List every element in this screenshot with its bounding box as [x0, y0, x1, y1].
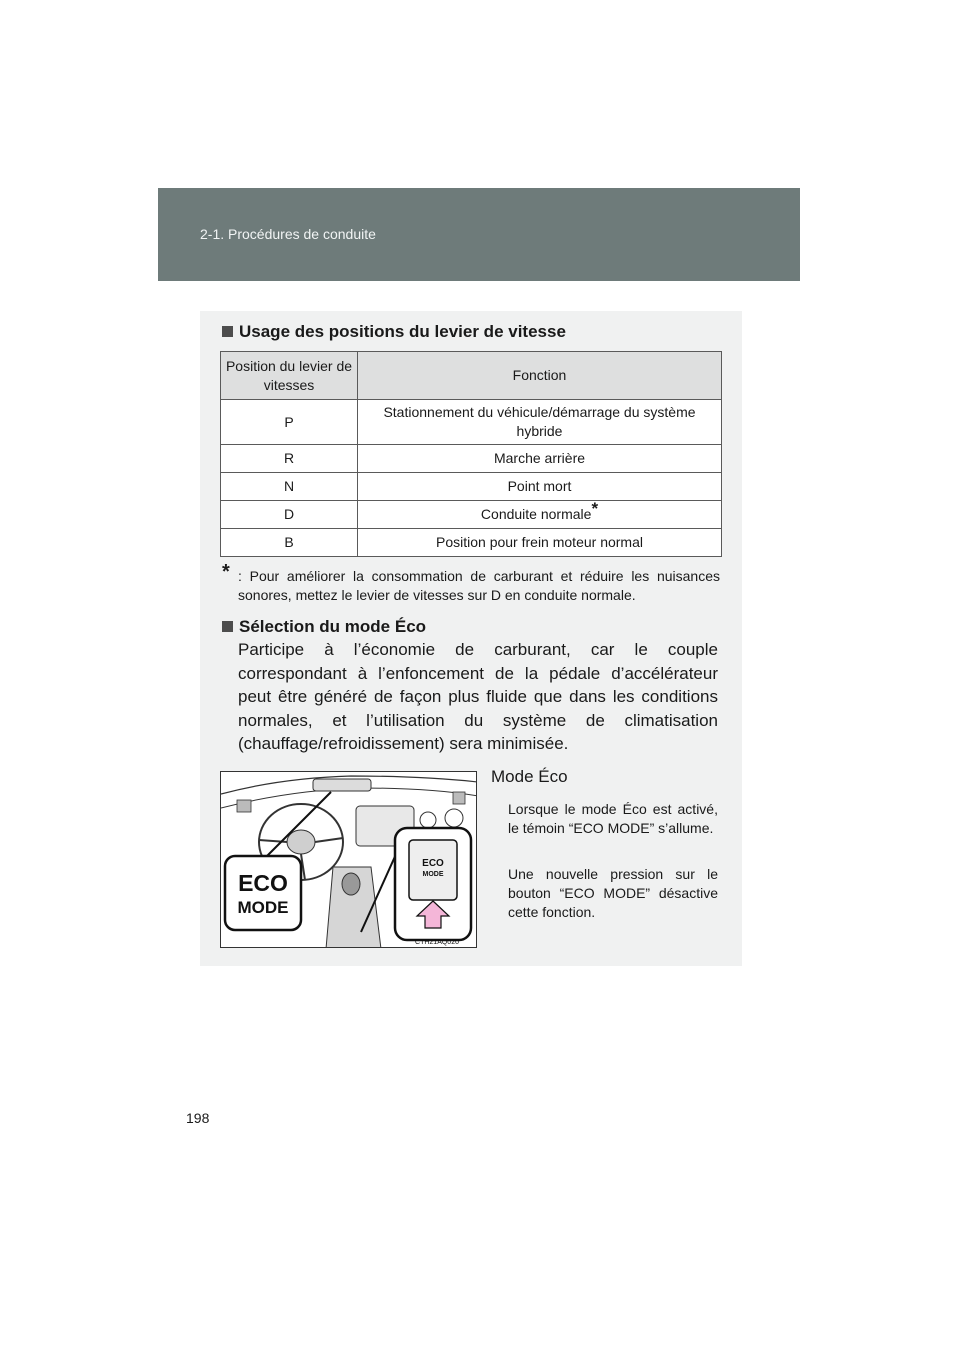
eco-section-heading [222, 617, 426, 637]
table-cell-position: R [221, 445, 358, 473]
eco-side-title: Mode Éco [491, 767, 568, 786]
table-cell-function: Marche arrière [358, 445, 722, 473]
table-header-row [221, 352, 722, 400]
gear-position-table [220, 351, 722, 557]
table-row [221, 529, 722, 557]
eco-mode-illustration [220, 771, 477, 948]
function-text: Conduite normale [480, 506, 592, 522]
table-cell-position: D [221, 501, 358, 529]
eco-note-2: Une nouvelle pression sur le bouton “ECO MODE” désactive cette fonction. [508, 866, 718, 920]
usage-section-title: Usage des positions du levier de vitesse [239, 322, 566, 341]
footnote-star-marker: * [591, 499, 599, 518]
eco-button-label-line2: MODE [422, 871, 444, 878]
table-cell-function: Point mort [358, 473, 722, 501]
illustration-code: CTH21AQ020 [415, 939, 459, 946]
table-cell-position: P [221, 400, 358, 445]
table-cell-position: B [221, 529, 358, 557]
eco-paragraph: Participe à l’économie de carburant, car le couple correspondant à l’enfoncement de la pédale d’accélérateur peut être généré de façon plus fluide que dans les conditions normales, et l’utilisation du système de climatisation (chauffage/refroidissement) sera minimisée. [238, 640, 718, 753]
dashboard-drawing [221, 772, 477, 948]
square-bullet-icon [222, 326, 233, 337]
eco-section-title: Sélection du mode Éco [239, 617, 427, 636]
table-cell-function: Position pour frein moteur normal [358, 529, 722, 557]
eco-note-1: Lorsque le mode Éco est activé, le témoin “ECO MODE” s’allume. [508, 801, 718, 836]
header-band [158, 188, 800, 281]
usage-section-heading [222, 322, 566, 342]
header-section-title: 2-1. Procédures de conduite [200, 226, 376, 242]
table-cell-position: N [221, 473, 358, 501]
table-row [221, 473, 722, 501]
content-panel [200, 311, 742, 966]
table-row [221, 400, 722, 445]
footnote-text: Pour améliorer la consommation de carburant et réduire les nuisances sonores, mettez le levier de vitesses sur D en conduite normale. [238, 568, 720, 603]
eco-large-label-line2: MODE [237, 898, 289, 917]
footnote-colon: : [238, 568, 242, 584]
table-footnote [222, 561, 720, 605]
square-bullet-icon [222, 621, 233, 632]
table-row [221, 445, 722, 473]
page-number: 198 [186, 1110, 210, 1126]
table-cell-function: Stationnement du véhicule/démarrage du système hybride [358, 400, 722, 445]
table-header-function: Fonction [358, 352, 722, 400]
table-header-position: Position du levier de vitesses [221, 352, 358, 400]
table-row [221, 501, 722, 529]
eco-large-label-line1: ECO [238, 870, 288, 896]
table-cell-function [358, 501, 722, 529]
eco-button-label-line1: ECO [422, 858, 444, 869]
footnote-star: * [222, 561, 230, 583]
